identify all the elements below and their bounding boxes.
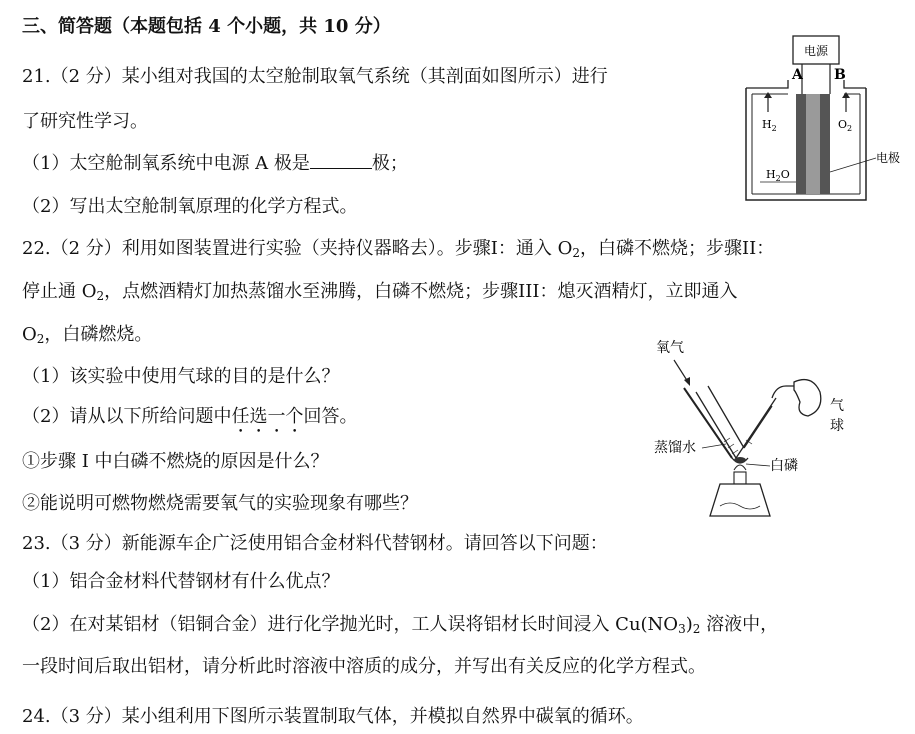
oxygen-label: 氧气 <box>656 340 684 356</box>
q23-part1: （1）铝合金材料代替钢材有什么优点？ <box>22 571 340 592</box>
q23-part2: （2）在对某铝材（铝铜合金）进行化学抛光时，工人误将铝材长时间浸入 $Cu(NO_3)_2$ 溶液中， <box>22 614 779 636</box>
section-header: 三、简答题（本题包括 4 个小题，共 10 分） <box>22 16 391 37</box>
q21-line1: 21.（2 分）某小组对我国的太空舱制取氧气系统（其剖面如图所示）进行 <box>22 66 608 87</box>
balloon-label-2: 球 <box>830 418 844 434</box>
emphasis-text: 任选一个 <box>231 406 304 427</box>
q22-part1: （1）该实验中使用气球的目的是什么？ <box>22 366 340 387</box>
balloon <box>794 380 821 416</box>
o2-label: $O_2$ <box>838 118 853 133</box>
terminal-a-label: A <box>792 67 803 83</box>
q21-part1: （1）太空舱制氧系统中电源 A 极是 极； <box>22 153 408 174</box>
q21-line2: 了研究性学习。 <box>22 111 148 132</box>
phosphorus-sample <box>734 457 746 463</box>
q23-part3: 一段时间后取出铝材，请分析此时溶液中溶质的成分，并写出有关反应的化学方程式。 <box>22 656 706 677</box>
electrode-label: 电极 <box>876 151 901 165</box>
terminal-b-label: B <box>834 67 846 83</box>
q22-part2: （2）请从以下所给问题中任选一个回答。 <box>22 406 358 427</box>
q21-part2: （2）写出太空舱制氧原理的化学方程式。 <box>22 196 358 217</box>
q22-line2: 停止通 $O_2$，点燃酒精灯加热蒸馏水至沸腾，白磷不燃烧；步骤III：熄灭酒精灯，立即通入 <box>22 281 738 303</box>
balloon-label-1: 气 <box>830 398 844 414</box>
q22-line3: $O_2$，白磷燃烧。 <box>22 324 153 346</box>
oxygen-generator-figure <box>738 32 908 210</box>
answer-blank[interactable] <box>310 152 372 169</box>
q22-option2: ②能说明可燃物燃烧需要氧气的实验现象有哪些？ <box>22 493 418 514</box>
water-label: 蒸馏水 <box>654 440 696 456</box>
h2o-label: $H_2O$ <box>766 168 790 183</box>
alcohol-lamp <box>710 484 770 516</box>
power-label: 电源 <box>803 44 829 58</box>
q22-line1: 22.（2 分）利用如图装置进行实验（夹持仪器略去）。步骤I：通入 $O_2$，白磷不燃烧；步骤II： <box>22 238 775 260</box>
electrode-left <box>796 94 806 194</box>
phosphorus-label: 白磷 <box>770 458 798 474</box>
h2-label: $H_2$ <box>762 118 777 133</box>
q23-line1: 23.（3 分）新能源车企广泛使用铝合金材料代替钢材。请回答以下问题： <box>22 533 608 554</box>
q24-line1: 24.（3 分）某小组利用下图所示装置制取气体，并模拟自然界中碳氧的循环。 <box>22 706 644 727</box>
q22-option1: ①步骤 I 中白磷不燃烧的原因是什么？ <box>22 451 329 472</box>
combustion-apparatus-figure <box>636 330 866 530</box>
membrane <box>806 94 820 194</box>
electrode-right <box>820 94 830 194</box>
